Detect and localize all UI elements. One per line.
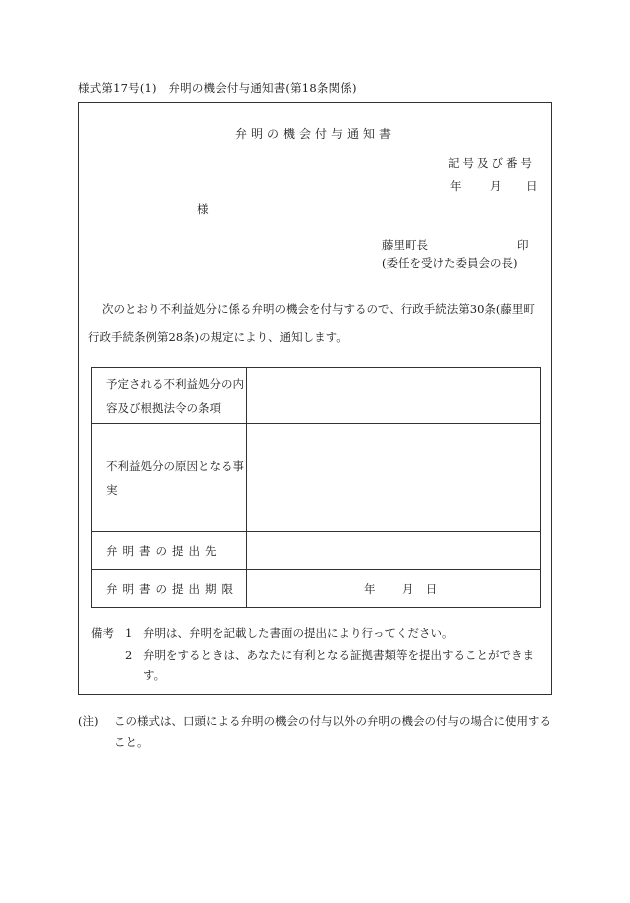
seal-mark: 印 [517, 238, 529, 252]
notice-frame [78, 102, 552, 695]
table-row [92, 368, 541, 424]
footnote [78, 711, 556, 753]
row-value-disposition [247, 368, 541, 424]
addressee-suffix: 様 [197, 202, 209, 216]
reference-number-label: 記号及び番号 [448, 156, 535, 170]
issuer-name: 藤里町長 [382, 238, 428, 252]
date-year: 年 [450, 179, 462, 193]
issuer-note: (委任を受けた委員会の長) [382, 256, 518, 270]
table-row [92, 424, 541, 532]
deadline-month: 月 [402, 581, 414, 596]
row-value-cause [247, 424, 541, 532]
footnote-label: (注) [78, 714, 99, 728]
remarks-label: 備考 [91, 626, 114, 640]
table-row [92, 532, 541, 570]
remark-item [91, 623, 546, 643]
deadline-year: 年 [364, 581, 376, 596]
date-month: 月 [490, 179, 502, 193]
submission-deadline-date [247, 570, 541, 608]
remark-item [91, 645, 546, 685]
remark-text: 弁明は、弁明を記載した書面の提出により行ってください。 [143, 626, 454, 640]
remarks-section [91, 623, 546, 685]
row-label-disposition: 予定される不利益処分の内容及び根拠法令の条項 [92, 368, 247, 424]
table-row [92, 570, 541, 608]
remark-text: 弁明をするときは、あなたに有利となる証拠書類等を提出することができます。 [143, 648, 534, 682]
details-table [91, 367, 541, 608]
notice-body: 次のとおり不利益処分に係る弁明の機会を付与するので、行政手続法第30条(藤里町行政手続条例第28条)の規定により、通知します。 [88, 302, 535, 344]
footnote-text: この様式は、口頭による弁明の機会の付与以外の弁明の機会の付与の場合に使用すること。 [114, 714, 551, 749]
row-label-cause: 不利益処分の原因となる事実 [92, 424, 247, 532]
form-identifier: 様式第17号(1) 弁明の機会付与通知書(第18条関係) [78, 81, 357, 95]
date-day: 日 [526, 179, 538, 193]
row-label-submission-deadline: 弁明書の提出期限 [92, 570, 247, 608]
remark-number: 1 [125, 626, 133, 640]
deadline-day: 日 [425, 581, 438, 596]
row-value-submission-destination [247, 532, 541, 570]
issue-date [450, 178, 538, 194]
row-label-submission-destination: 弁明書の提出先 [92, 532, 247, 570]
document-title: 弁明の機会付与通知書 [234, 127, 395, 141]
remark-number: 2 [125, 648, 133, 662]
